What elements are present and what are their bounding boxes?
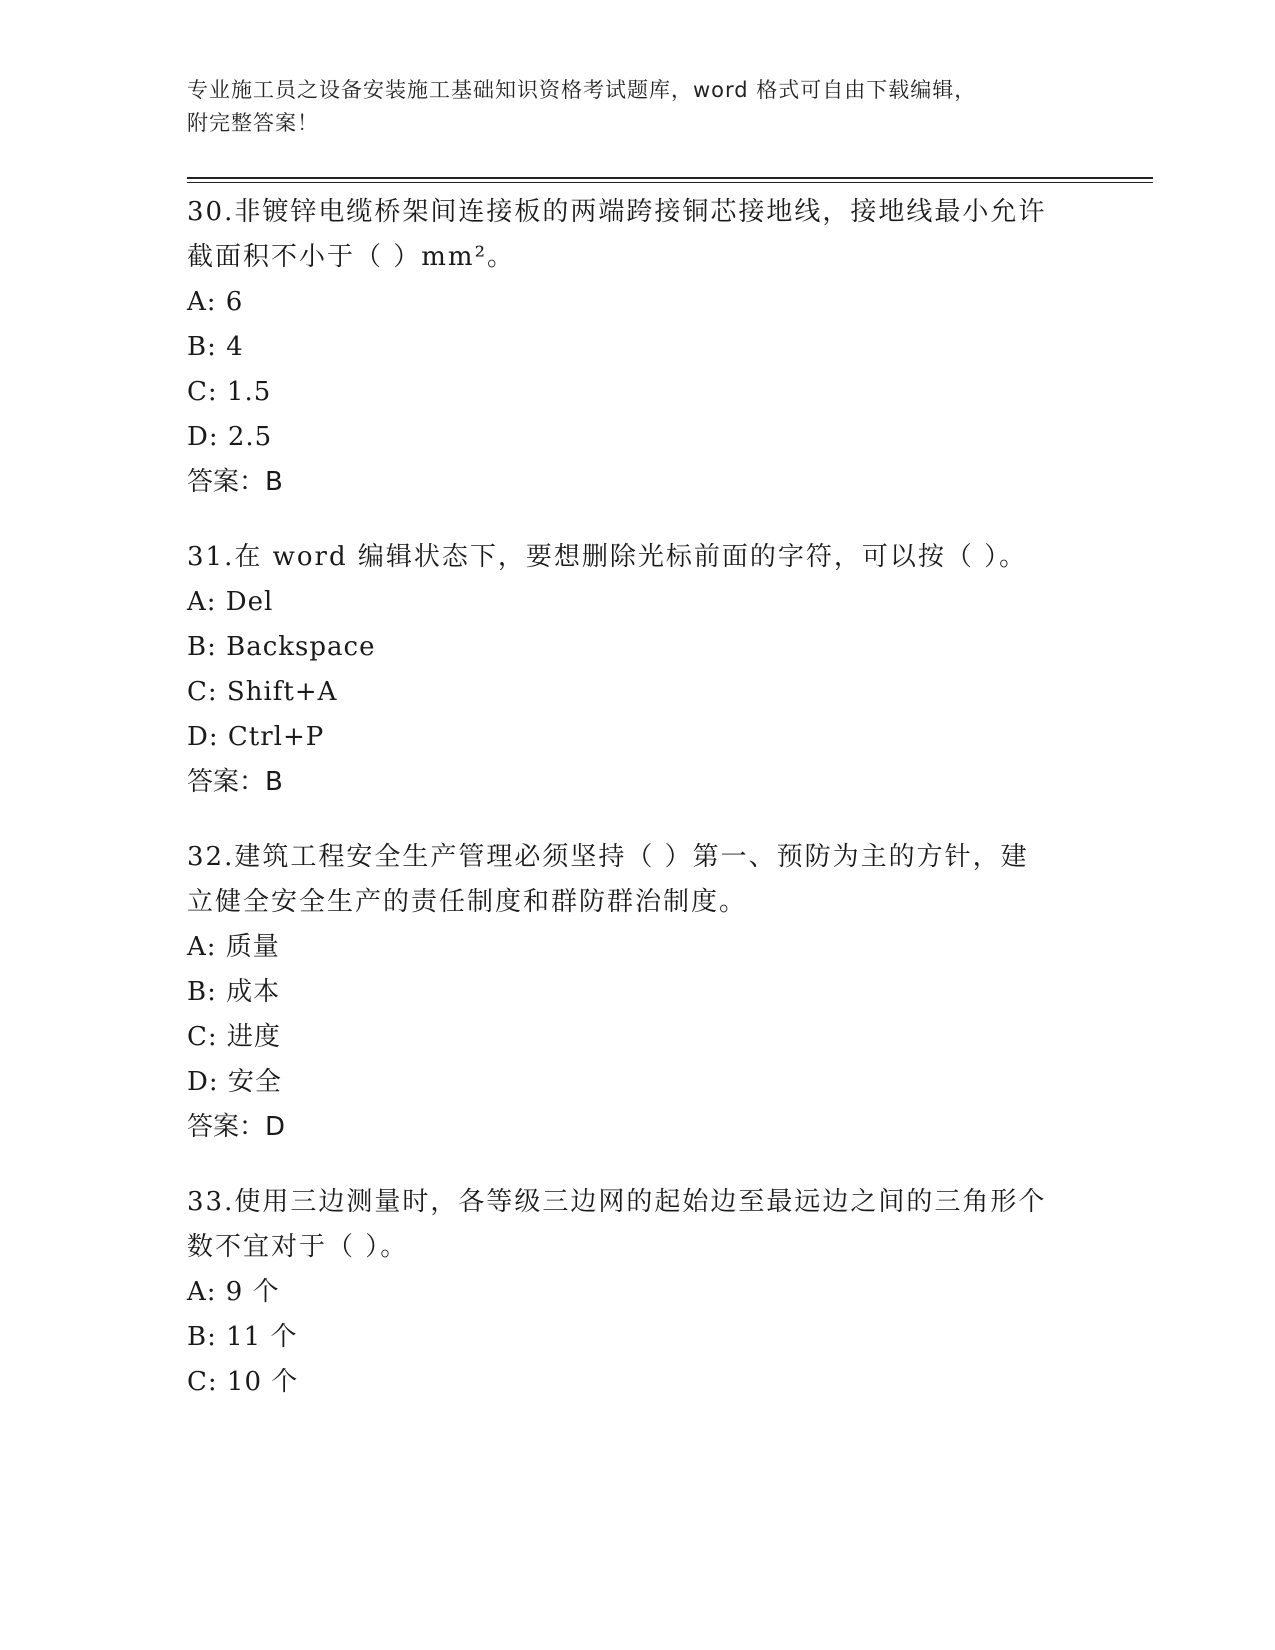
header-divider-thin: [187, 182, 1153, 183]
header-divider-thick: [187, 177, 1153, 179]
question-stem: [187, 1180, 1087, 1270]
option-b: B: 11 个: [187, 1322, 298, 1352]
answer: 答案：B: [187, 767, 283, 797]
option-c: C: 1.5: [187, 377, 272, 407]
question-stem-line-1: 33.使用三边测量时，各等级三边网的起始边至最远边之间的三角形个: [187, 1187, 1047, 1217]
question-stem: [187, 535, 1087, 580]
question-33: [187, 1180, 1087, 1405]
question-stem-line-2: 截面积不小于（ ）mm²。: [187, 242, 515, 272]
question-stem: [187, 190, 1087, 280]
answer: 答案：B: [187, 467, 283, 497]
option-b: B: Backspace: [187, 632, 376, 662]
answer: 答案：D: [187, 1112, 286, 1142]
option-d: D: 2.5: [187, 422, 273, 452]
option-b: B: 成本: [187, 977, 281, 1007]
header-line-1: 专业施工员之设备安装施工基础知识资格考试题库，word 格式可自由下载编辑，: [187, 78, 977, 102]
option-c: C: 10 个: [187, 1367, 299, 1397]
question-32: [187, 835, 1087, 1150]
option-a: A: 6: [187, 287, 244, 317]
question-31: [187, 535, 1087, 805]
option-c: C: 进度: [187, 1022, 281, 1052]
header-line-2: 附完整答案！: [187, 111, 319, 135]
question-stem-line-1: 32.建筑工程安全生产管理必须坚持（ ）第一、预防为主的方针，建: [187, 842, 1029, 872]
option-a: A: Del: [187, 587, 274, 617]
option-d: D: Ctrl+P: [187, 722, 325, 752]
document-header: [187, 74, 1087, 140]
question-stem-line-1: 30.非镀锌电缆桥架间连接板的两端跨接铜芯接地线，接地线最小允许: [187, 197, 1047, 227]
question-stem-line-2: 数不宜对于（ ）。: [187, 1232, 409, 1262]
option-c: C: Shift+A: [187, 677, 338, 707]
question-stem-line-1: 31.在 word 编辑状态下，要想删除光标前面的字符，可以按（ ）。: [187, 542, 1028, 572]
option-b: B: 4: [187, 332, 244, 362]
question-list: [187, 190, 1087, 1435]
question-stem: [187, 835, 1087, 925]
option-a: A: 质量: [187, 932, 280, 962]
option-d: D: 安全: [187, 1067, 282, 1097]
option-a: A: 9 个: [187, 1277, 280, 1307]
question-stem-line-2: 立健全安全生产的责任制度和群防群治制度。: [187, 887, 748, 917]
question-30: [187, 190, 1087, 505]
